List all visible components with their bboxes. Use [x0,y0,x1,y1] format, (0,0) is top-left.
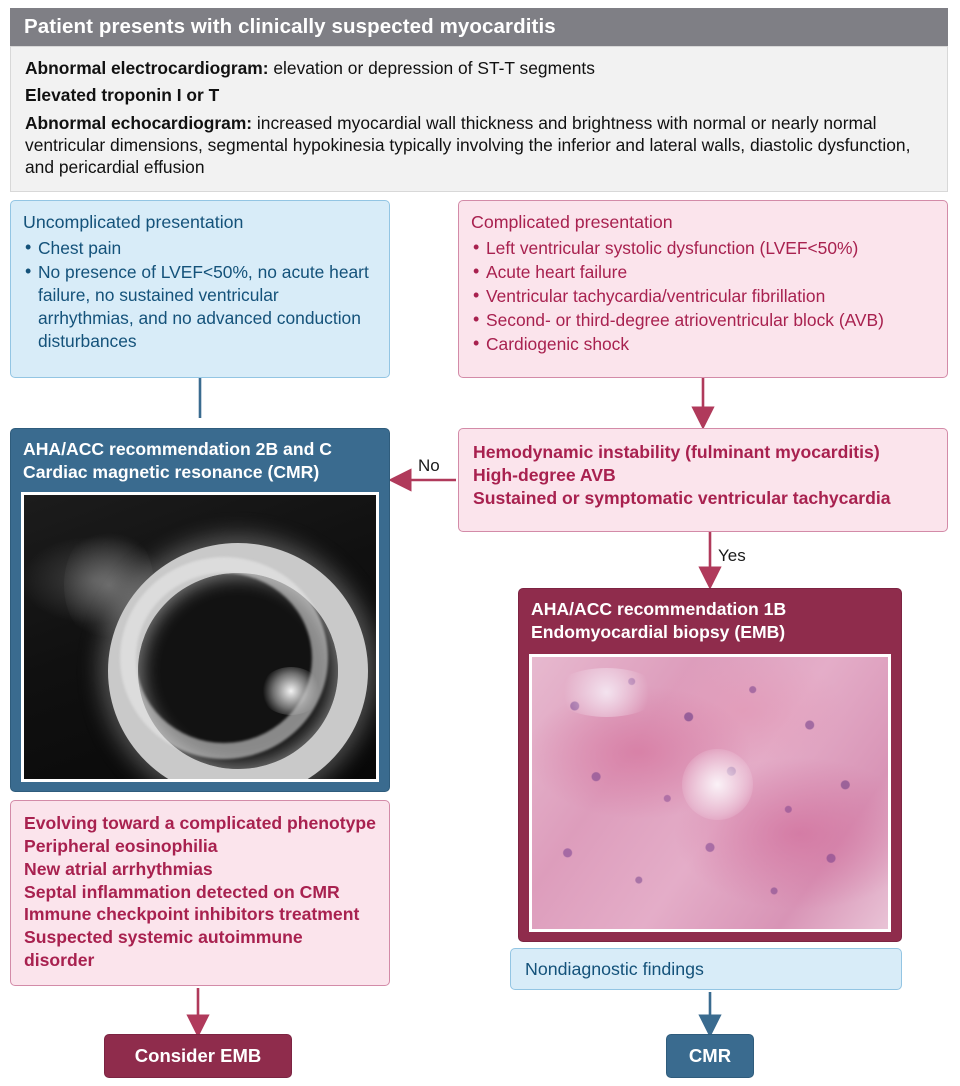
finding-text-3: increased myocardial wall thickness and brightness with normal or nearly normal ventricular dimensions, segmental hypokinesia typically involving the inferior and lateral walls, diastolic dysfunction, and pericardial effusion [25,112,911,178]
page-title: Patient presents with clinically suspected myocarditis [24,15,556,38]
evolving-line-1: Evolving toward a complicated phenotype [24,813,376,833]
complicated-presentation-box [458,200,948,378]
evolving-line-4: Septal inflammation detected on CMR [24,881,340,902]
list-item: • Cardiogenic shock [471,333,935,356]
evolving-criteria-box [10,800,390,986]
evolving-line-6: Suspected systemic autoimmune disorder [24,927,303,971]
evolving-line-5: Immune checkpoint inhibitors treatment [24,904,360,925]
histology-pale-region [682,749,753,820]
cmr-line-2: Cardiac magnetic resonance (CMR) [23,461,320,482]
finding-text-1: elevation or depression of ST-T segments [268,58,595,78]
finding-label-2: Elevated troponin I or T [25,85,220,106]
list-item: • Second- or third-degree atrioventricular block (AVB) [471,309,935,332]
mri-bright-lesion [260,667,322,715]
list-item: • No presence of LVEF<50%, no acute heart failure, no sustained ventricular arrhythmias, and no advanced conduction disturbances [23,261,377,354]
decision-label-no: No [418,456,440,475]
hemodynamic-instability-box [458,428,948,532]
list-item: • Ventricular tachycardia/ventricular fibrillation [471,285,935,308]
hemodynamic-line-3: Sustained or symptomatic ventricular tachycardia [473,487,891,508]
uncomplicated-presentation-box [10,200,390,378]
list-item: • Left ventricular systolic dysfunction (LVEF<50%) [471,237,935,260]
mri-inner-ring [120,557,328,759]
histology-image [529,654,891,932]
finding-line-2 [25,84,933,106]
cardiac-mri-image [21,492,379,782]
complicated-title: Complicated presentation [471,212,673,232]
hemodynamic-line-1: Hemodynamic instability (fulminant myocarditis) [473,442,880,462]
outcome-cmr [666,1034,754,1078]
nondiagnostic-findings-box [510,948,902,990]
finding-line-1 [25,57,933,79]
uncomplicated-title: Uncomplicated presentation [23,212,244,232]
list-item: • Acute heart failure [471,261,935,284]
emb-line-1: AHA/ACC recommendation 1B [531,599,787,619]
emb-line-2: Endomyocardial biopsy (EMB) [531,621,786,642]
cmr-line-1: AHA/ACC recommendation 2B and C [23,439,332,459]
cmr-outcome-label: CMR [688,1044,732,1066]
complicated-list [471,237,935,357]
finding-line-3 [25,112,933,179]
nondiagnostic-label: Nondiagnostic findings [525,959,704,979]
decision-label-yes: Yes [718,546,746,565]
list-item: • Chest pain [23,237,377,260]
uncomplicated-list [23,237,377,354]
findings-panel [10,46,948,192]
hemodynamic-line-2: High-degree AVB [473,464,616,485]
finding-label-1: Abnormal electrocardiogram: [25,58,269,78]
finding-label-3: Abnormal echocardiogram: [25,112,253,133]
consider-emb-label: Consider EMB [134,1044,262,1066]
header-band [10,8,948,46]
outcome-consider-emb [104,1034,292,1078]
histology-pale-region-2 [553,668,660,717]
evolving-line-2: Peripheral eosinophilia [24,835,218,856]
evolving-line-3: New atrial arrhythmias [24,858,213,879]
